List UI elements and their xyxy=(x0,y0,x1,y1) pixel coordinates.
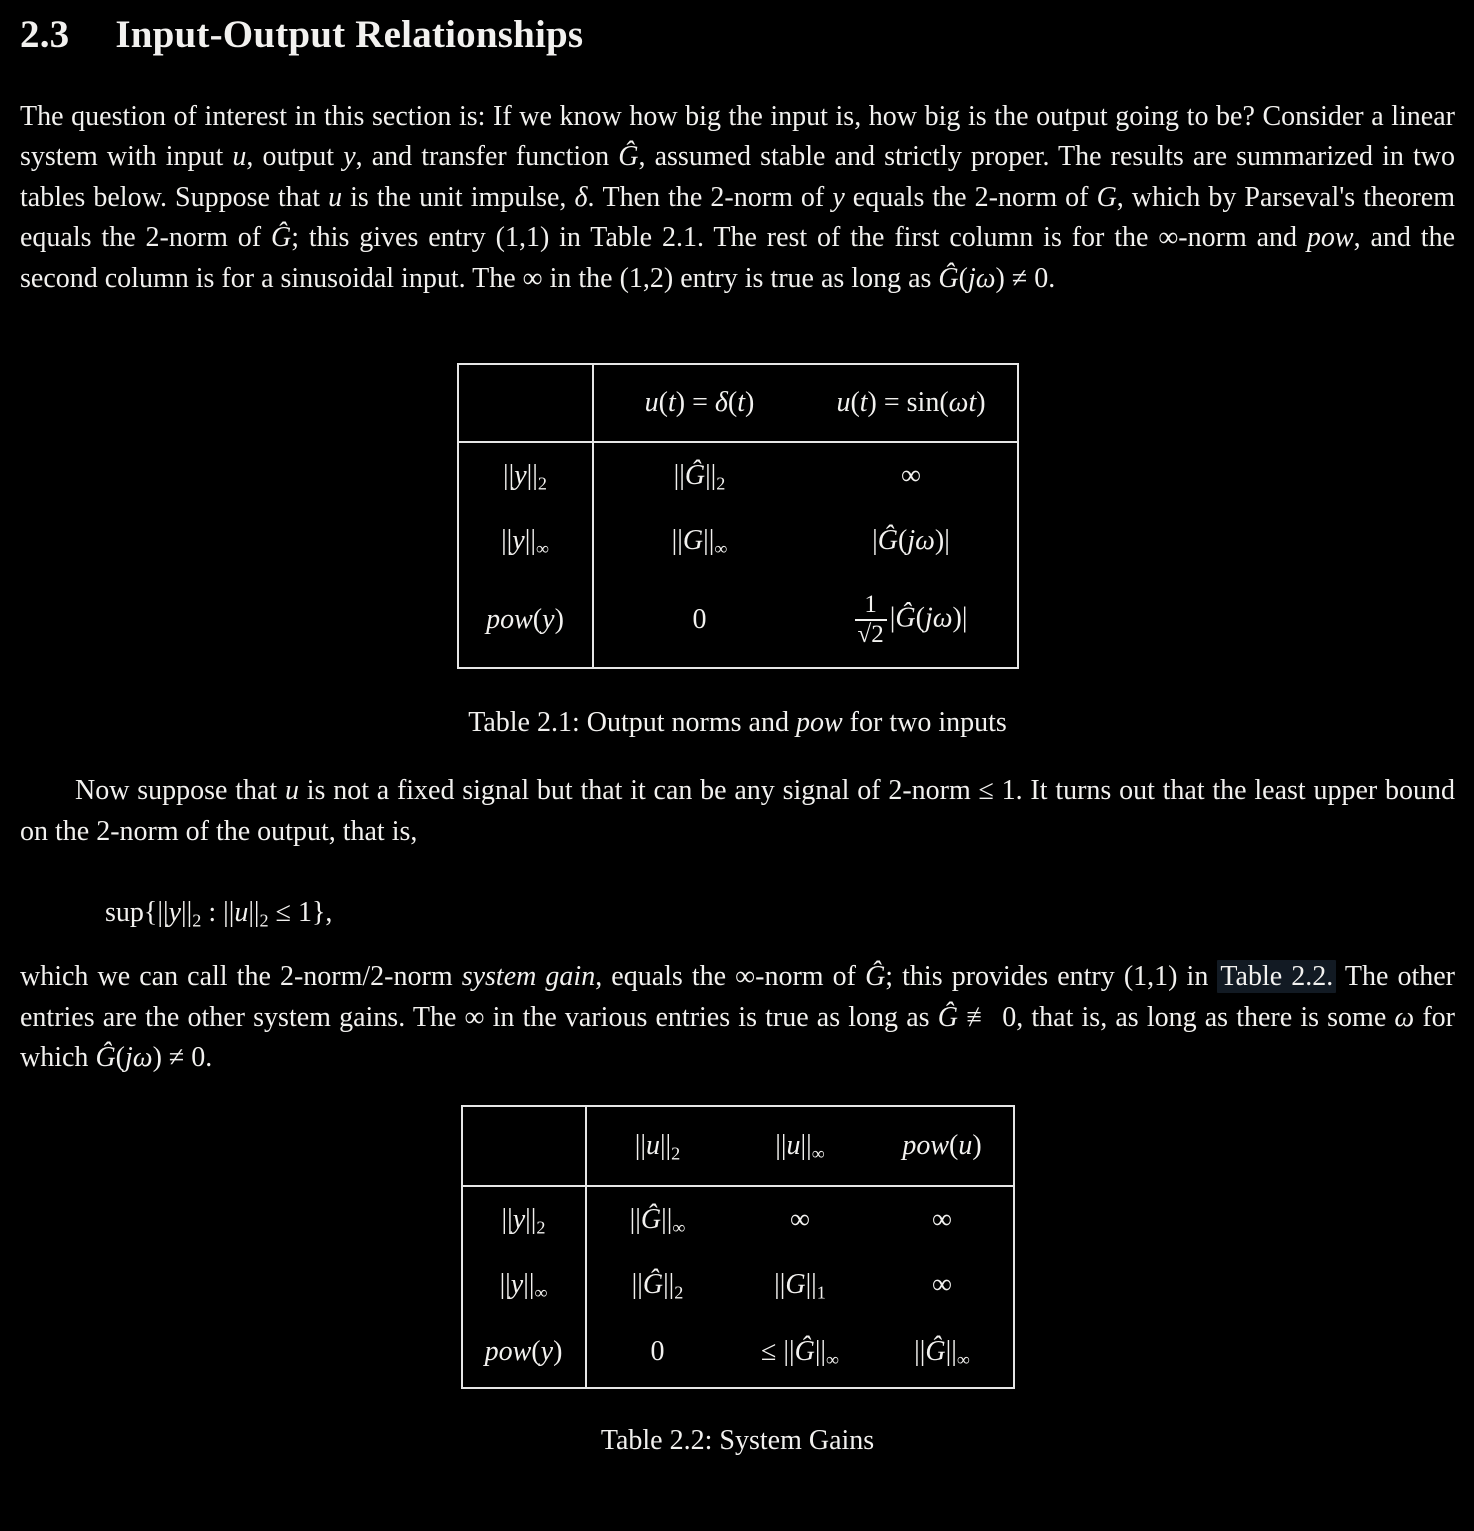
text-segment: Now suppose that xyxy=(75,775,285,807)
text-segment: y xyxy=(540,1335,554,1367)
text-segment: ) xyxy=(553,1335,563,1367)
table-cell xyxy=(586,1317,729,1388)
text-segment: || xyxy=(634,1129,646,1161)
text-segment: || xyxy=(181,897,193,929)
text-segment: | xyxy=(872,525,878,557)
table-cell xyxy=(729,1186,872,1253)
text-segment: 2 xyxy=(536,1217,546,1238)
table-cell xyxy=(593,442,806,509)
text-segment: ) xyxy=(976,387,986,419)
table-row xyxy=(462,1317,1014,1388)
text-segment: Ĝ xyxy=(640,1203,662,1235)
section-number: 2.3 xyxy=(20,13,70,56)
text-segment: ∞ xyxy=(534,1282,548,1303)
table-col-header xyxy=(872,1106,1014,1186)
row-label xyxy=(462,1317,586,1388)
row-label xyxy=(462,1186,586,1253)
text-segment: || xyxy=(525,1203,537,1235)
text-segment: jω xyxy=(924,602,953,634)
table-cell xyxy=(872,1186,1014,1253)
text-segment: ∞ xyxy=(714,538,728,559)
document-page xyxy=(0,12,1474,1457)
text-segment: ) ≠ 0. xyxy=(995,262,1056,294)
table-row xyxy=(458,442,1018,509)
text-segment: Ĝ xyxy=(925,1335,946,1367)
text-segment: u xyxy=(234,897,249,929)
text-segment: Ĝ xyxy=(895,602,916,634)
text-segment: ∞ xyxy=(932,1268,952,1300)
text-segment: ) = sin( xyxy=(867,387,949,419)
text-segment: || xyxy=(673,460,685,492)
text-segment: || xyxy=(800,1129,812,1161)
text-segment: ∞ xyxy=(790,1203,810,1235)
text-segment: y xyxy=(168,897,181,929)
text-segment: )| xyxy=(934,525,950,557)
text-segment: system gain xyxy=(461,961,596,993)
text-segment: Ĝ xyxy=(271,222,292,254)
text-segment: || xyxy=(248,897,260,929)
table-corner-cell xyxy=(458,364,593,442)
text-segment: u xyxy=(836,387,851,419)
table-2-2-link[interactable]: Table 2.2. xyxy=(1217,960,1336,993)
text-segment: || xyxy=(501,1203,513,1235)
text-segment: ) ≠ 0. xyxy=(152,1042,213,1074)
text-segment: , and the second column is for a sinusoidal input. The ∞ in the (1,2) entry is true as long as xyxy=(20,222,1455,294)
table-2-2-grid xyxy=(461,1105,1015,1389)
text-segment: pow xyxy=(484,1335,532,1367)
row-label xyxy=(458,442,593,509)
table-cell xyxy=(806,573,1018,668)
fraction: $\frac{1}{√2}$ xyxy=(855,591,887,649)
text-segment: || xyxy=(629,1203,641,1235)
table-row xyxy=(462,1186,1014,1253)
text-segment: ∞ xyxy=(535,538,549,559)
text-segment: 2 xyxy=(671,1143,681,1164)
text-segment: || xyxy=(945,1335,957,1367)
text-segment: ( xyxy=(949,1129,959,1161)
text-segment: , assumed stable and strictly proper. The results are summarized in two tables below. Suppose that xyxy=(20,141,1455,213)
text-segment: pow xyxy=(795,707,843,739)
table-cell xyxy=(806,442,1018,509)
text-segment: ≤ xyxy=(760,1335,784,1367)
text-segment: || xyxy=(524,525,536,557)
text-segment: )| xyxy=(952,602,968,634)
text-segment: G xyxy=(785,1268,806,1300)
row-label xyxy=(458,509,593,573)
text-segment: || xyxy=(663,1268,675,1300)
text-segment: u xyxy=(232,141,247,173)
text-segment: ω xyxy=(1394,1001,1415,1033)
text-segment: ( xyxy=(958,262,968,294)
text-segment: ≤ 1}, xyxy=(268,897,333,929)
text-segment: ∞ xyxy=(811,1143,825,1164)
text-segment: equals the 2-norm of xyxy=(844,181,1097,213)
text-segment: y xyxy=(512,1203,526,1235)
text-segment: ( xyxy=(532,604,543,636)
text-segment: u xyxy=(328,181,343,213)
table-cell xyxy=(872,1253,1014,1317)
text-segment: Ĝ xyxy=(937,1001,958,1033)
text-segment: u xyxy=(284,775,299,807)
text-segment: u xyxy=(645,1129,660,1161)
text-segment: jω xyxy=(907,525,935,557)
table-cell xyxy=(586,1253,729,1317)
text-segment: 2 xyxy=(674,1282,684,1303)
text-segment: , which by Parseval's theorem equals the 2-norm of xyxy=(20,181,1456,254)
text-segment: Table 2.2: System Gains xyxy=(600,1424,875,1456)
table-row xyxy=(458,364,1018,442)
text-segment: ∞ xyxy=(932,1203,952,1235)
row-label xyxy=(458,573,593,668)
text-segment: ( xyxy=(850,387,860,419)
text-segment: || xyxy=(703,525,715,557)
text-segment: ∞ xyxy=(826,1349,839,1370)
text-segment: The other entries are the other system gains. The ∞ in the various entries is true as long as xyxy=(20,961,1456,1033)
text-segment: ) xyxy=(745,387,755,419)
text-segment: jω xyxy=(967,262,996,294)
table-col-header xyxy=(806,364,1018,442)
text-segment: 0 xyxy=(650,1335,665,1367)
row-label xyxy=(462,1253,586,1317)
text-segment: G xyxy=(682,525,704,557)
text-segment: Ĝ xyxy=(938,262,959,294)
text-segment: || xyxy=(705,460,717,492)
text-segment: Ĝ xyxy=(642,1268,664,1300)
table-cell xyxy=(593,573,806,668)
text-segment: δ xyxy=(714,387,728,419)
text-segment: ) = xyxy=(675,387,715,419)
text-segment: || xyxy=(526,460,538,492)
text-segment: || xyxy=(501,525,513,557)
table-corner-cell xyxy=(462,1106,586,1186)
text-segment: ; this gives entry (1,1) in Table 2.1. The rest of the first column is for the ∞-norm and xyxy=(291,222,1307,254)
table-row xyxy=(462,1253,1014,1317)
text-segment: | xyxy=(889,602,896,634)
text-segment: Ĝ xyxy=(877,525,898,557)
text-segment: is not a fixed signal but that it can be any signal of 2-norm ≤ 1. It turns out that the least upper bound on the 2-norm of the output, that is, xyxy=(20,775,1455,847)
text-segment: t xyxy=(667,387,676,419)
paragraph-1 xyxy=(20,97,1455,300)
text-segment: 2 xyxy=(259,910,269,931)
text-segment: || xyxy=(775,1129,787,1161)
table-col-header xyxy=(586,1106,729,1186)
text-segment: ∞ xyxy=(956,1349,970,1370)
text-segment: pow xyxy=(486,604,533,636)
text-segment: ( xyxy=(531,1335,541,1367)
table-col-header xyxy=(729,1106,872,1186)
table-cell xyxy=(872,1317,1014,1388)
text-segment: || xyxy=(814,1335,827,1367)
text-segment: t xyxy=(737,387,746,419)
section-title: Input-Output Relationships xyxy=(115,13,584,56)
text-segment: for two inputs xyxy=(842,707,1007,739)
text-segment: y xyxy=(832,181,845,213)
text-segment: Ĝ xyxy=(865,961,886,993)
table-2-1 xyxy=(20,363,1455,669)
text-segment: δ xyxy=(574,181,588,213)
text-segment: || xyxy=(503,460,515,492)
text-segment: pow xyxy=(902,1129,950,1161)
text-segment: ( xyxy=(915,602,925,634)
text-segment: ) xyxy=(554,604,564,636)
table-cell xyxy=(729,1317,872,1388)
text-segment: Ĝ xyxy=(684,460,706,492)
text-segment: , output xyxy=(246,141,344,173)
text-segment: || xyxy=(914,1335,926,1367)
text-segment: || xyxy=(499,1268,511,1300)
text-segment: ( xyxy=(727,387,738,419)
text-segment: for which xyxy=(20,1001,1456,1074)
table-cell xyxy=(593,509,806,573)
text-segment: || xyxy=(783,1335,795,1367)
caption-table-2-2 xyxy=(20,1425,1455,1457)
section-heading xyxy=(20,12,1455,59)
text-segment: 2 xyxy=(716,473,726,494)
caption-table-2-1 xyxy=(20,707,1455,739)
text-segment: sup{ xyxy=(105,897,158,929)
table-col-header xyxy=(593,364,806,442)
text-segment: ωt xyxy=(948,387,977,419)
text-segment: is the unit impulse, xyxy=(342,181,575,213)
text-segment: y xyxy=(542,604,555,636)
text-segment: ( xyxy=(898,525,908,557)
text-segment: ( xyxy=(115,1042,125,1074)
text-segment: y xyxy=(512,525,525,557)
table-cell xyxy=(806,509,1018,573)
text-segment: || xyxy=(659,1129,672,1161)
text-segment: 2 xyxy=(537,473,547,494)
table-2-1-grid xyxy=(457,363,1019,669)
text-segment: u xyxy=(786,1129,801,1161)
text-segment: ( xyxy=(658,387,668,419)
text-segment: 2 xyxy=(192,910,202,931)
text-segment: ∞ xyxy=(901,460,921,492)
table-cell xyxy=(586,1186,729,1253)
table-row xyxy=(458,509,1018,573)
text-segment: y xyxy=(343,141,356,173)
text-segment: || xyxy=(523,1268,535,1300)
table-cell xyxy=(729,1253,872,1317)
paragraph-3 xyxy=(20,957,1455,1079)
text-segment: Ĝ xyxy=(618,141,639,173)
text-segment: || xyxy=(223,897,235,929)
text-segment: Ĝ xyxy=(95,1042,116,1074)
text-segment: || xyxy=(631,1268,643,1300)
text-segment: The question of interest in this section is: If we know how big the input is, how big is the output going to be? Consider a linear system with input xyxy=(20,100,1455,173)
text-segment: u xyxy=(644,387,659,419)
text-segment: which we can call the 2-norm/2-norm xyxy=(20,961,462,993)
text-segment: ≢ 0, that is, as long as there is some xyxy=(957,1001,1395,1033)
text-segment: . Then the 2-norm of xyxy=(587,181,833,213)
text-segment: Ĝ xyxy=(794,1335,815,1367)
text-segment: t xyxy=(859,387,868,419)
text-segment: || xyxy=(774,1268,786,1300)
text-segment: , equals the ∞-norm of xyxy=(595,961,866,993)
text-segment: ∞ xyxy=(672,1217,686,1238)
table-2-2 xyxy=(20,1105,1455,1389)
text-segment: Table 2.1: Output norms and xyxy=(468,707,796,739)
text-segment: ) xyxy=(972,1129,982,1161)
text-segment: 1 xyxy=(816,1282,826,1303)
table-row xyxy=(462,1106,1014,1186)
text-segment: pow xyxy=(1306,222,1354,254)
text-segment: u xyxy=(958,1129,973,1161)
table-row xyxy=(458,573,1018,668)
text-segment: 0 xyxy=(692,604,707,636)
text-segment: y xyxy=(510,1268,524,1300)
text-segment: , and transfer function xyxy=(355,141,619,173)
text-segment: y xyxy=(514,460,527,492)
text-segment: : xyxy=(201,897,224,929)
text-segment: G xyxy=(1096,181,1117,213)
text-segment: || xyxy=(157,897,169,929)
text-segment: ; this provides entry (1,1) in xyxy=(885,961,1218,993)
display-equation xyxy=(105,890,1455,935)
paragraph-2 xyxy=(20,771,1455,852)
text-segment: || xyxy=(661,1203,673,1235)
text-segment: jω xyxy=(125,1042,153,1074)
text-segment: || xyxy=(805,1268,817,1300)
text-segment: || xyxy=(671,525,683,557)
